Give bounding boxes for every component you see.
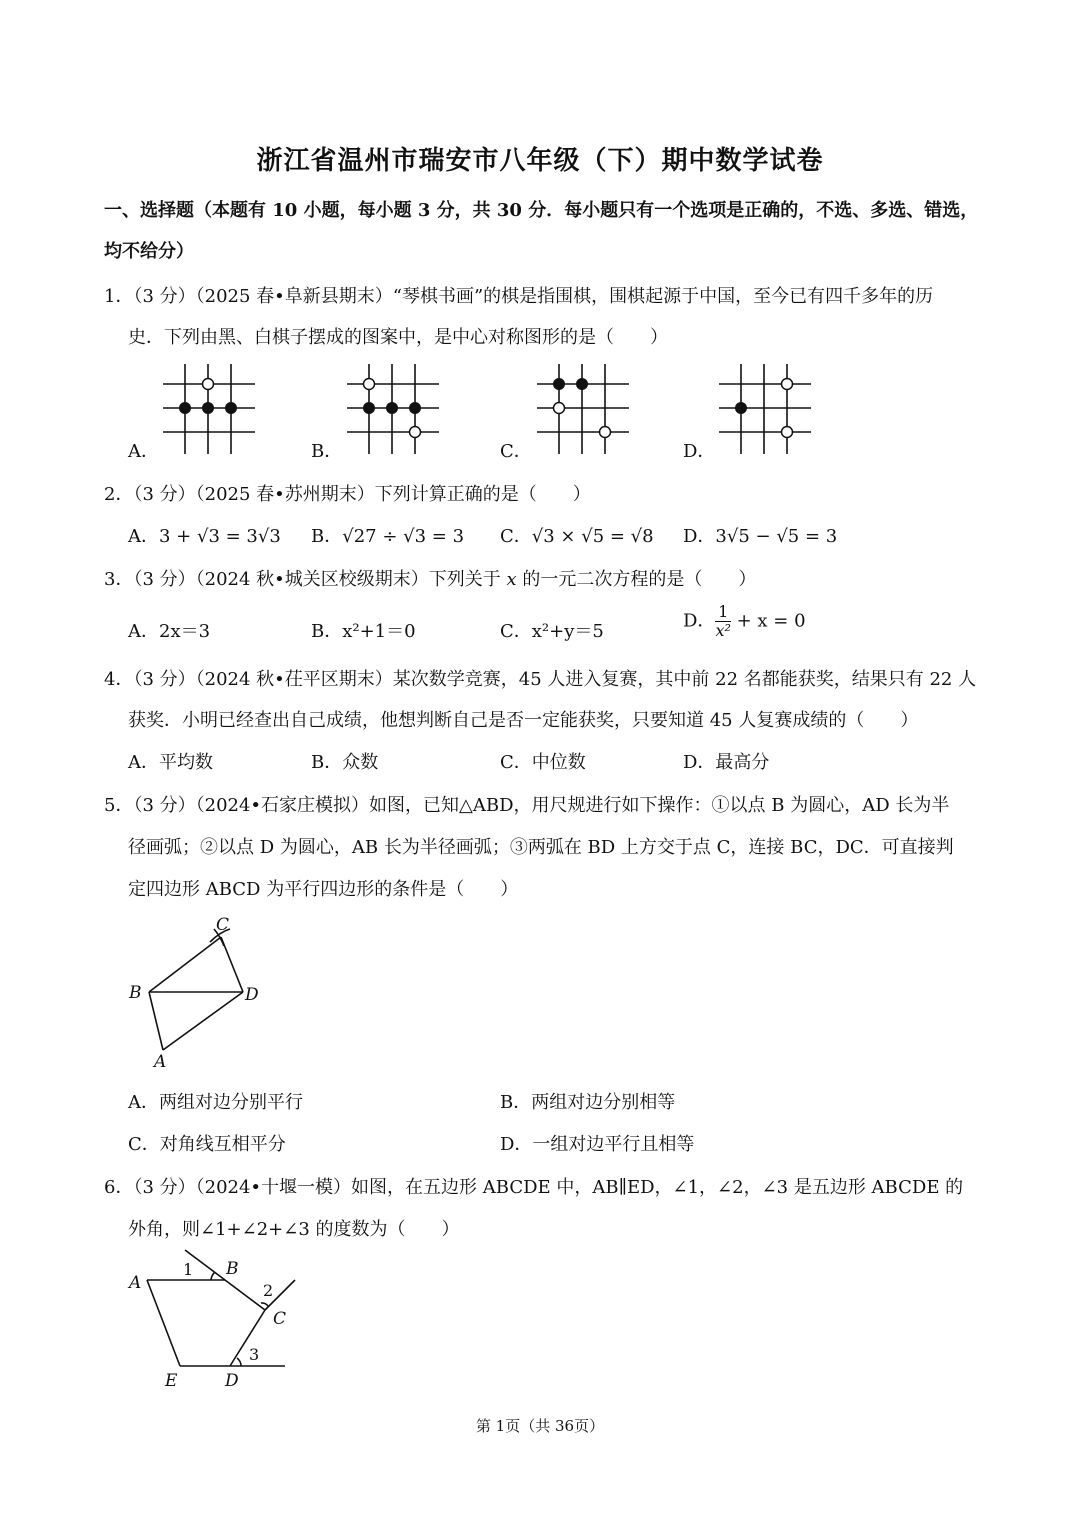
q6-pentagon-figure [125, 1248, 305, 1391]
q6-angle-3-label: 3 [249, 1345, 260, 1364]
q5-parallelogram-figure [120, 912, 280, 1072]
q5-stem-line2: 径画弧；②以点 D 为圆心，AB 长为半径画弧；③两弧在 BD 上方交于点 C，连接 BC，DC．可直接判 [128, 837, 954, 858]
q5-stem-line1: 5．（3 分）（2024•石家庄模拟）如图，已知△ABD，用尺规进行如下操作：①以点 B 为圆心，AD 长为半 [104, 795, 950, 816]
q2-option-a: A．3 + √3 = 3√3 [128, 526, 281, 547]
q1-stem-line2: 史．下列由黑、白棋子摆成的图案中，是中心对称图形的是（ ） [128, 327, 668, 348]
q4-option-b: B．众数 [311, 752, 379, 773]
q3-stem [104, 565, 756, 591]
q3-option-a: A．2x＝3 [128, 621, 211, 642]
q3-option-b: B．x²+1＝0 [311, 621, 416, 642]
q4-stem-line1: 4．（3 分）（2024 秋•茌平区期末）某次数学竞赛，45 人进入复赛，其中前 22 名都能获奖，结果只有 22 人 [104, 669, 977, 690]
section-heading-line1: 一、选择题（本题有 10 小题，每小题 3 分，共 30 分．每小题只有一个选项是正确的，不选、多选、错选， [104, 200, 979, 221]
q6-angle-1-label: 1 [183, 1260, 194, 1279]
q5-option-d: D．一组对边平行且相等 [500, 1134, 695, 1155]
q3-option-d-numerator: 1 [718, 602, 729, 621]
q5-label-a: A [154, 1052, 167, 1072]
q1-option-c-label: C． [500, 441, 532, 462]
page-title: 浙江省温州市瑞安市八年级（下）期中数学试卷 [256, 146, 824, 176]
go-pattern-b [344, 362, 444, 457]
go-pattern-c [534, 362, 634, 457]
section-heading-line2: 均不给分） [104, 241, 194, 262]
q3-option-d-fraction [715, 603, 730, 640]
q6-stem-line2: 外角，则∠1+∠2+∠3 的度数为（ ） [128, 1219, 460, 1240]
q3-option-d-prefix: D． [683, 610, 716, 632]
q2-option-b: B．√27 ÷ √3 = 3 [311, 526, 465, 547]
q6-label-c: C [273, 1309, 287, 1329]
go-pattern-a [160, 362, 260, 457]
q6-label-b: B [226, 1259, 239, 1279]
q3-option-d-denominator: x² [715, 621, 731, 640]
q6-stem-line1: 6．（3 分）（2024•十堰一模）如图，在五边形 ABCDE 中，AB∥ED，∠1，∠2，∠3 是五边形 ABCDE 的 [104, 1177, 964, 1198]
q6-label-d: D [225, 1371, 239, 1391]
q2-stem: 2．（3 分）（2025 春•苏州期末）下列计算正确的是（ ） [104, 484, 591, 505]
q3-stem-variable: x [506, 569, 517, 590]
q1-option-b-label: B． [311, 441, 343, 462]
q3-stem-part1: 3．（3 分）（2024 秋•城关区校级期末）下列关于 [104, 569, 501, 590]
q5-option-a: A．两组对边分别平行 [128, 1092, 303, 1113]
q5-label-d: D [245, 985, 259, 1005]
q3-option-d-rest: + x = 0 [736, 610, 806, 632]
q4-option-a: A．平均数 [128, 752, 213, 773]
q4-option-c: C．中位数 [500, 752, 586, 773]
q5-option-b: B．两组对边分别相等 [500, 1092, 676, 1113]
q6-label-a: A [129, 1273, 142, 1293]
q3-option-c: C．x²+y＝5 [500, 621, 604, 642]
q2-option-d: D．3√5 − √5 = 3 [683, 526, 838, 547]
q3-option-d [683, 603, 806, 640]
q2-option-c: C．√3 × √5 = √8 [500, 526, 654, 547]
q5-option-c: C．对角线互相平分 [128, 1134, 286, 1155]
page-footer: 第 1页（共 36页） [475, 1417, 605, 1435]
q1-option-a-label: A． [128, 441, 159, 462]
q4-option-d: D．最高分 [683, 752, 770, 773]
q4-stem-line2: 获奖．小明已经查出自己成绩，他想判断自己是否一定能获奖，只要知道 45 人复赛成绩的（ ） [128, 710, 919, 731]
q1-stem-line1: 1．（3 分）（2025 春•阜新县期末）“琴棋书画”的棋是指围棋，围棋起源于中国，至今已有四千多年的历 [104, 286, 934, 307]
q6-label-e: E [165, 1371, 178, 1391]
q5-label-c: C [216, 915, 230, 935]
q3-stem-part2: 的一元二次方程的是（ ） [522, 569, 757, 590]
q5-label-b: B [129, 983, 142, 1003]
q1-option-d-label: D． [683, 441, 716, 462]
q5-stem-line3: 定四边形 ABCD 为平行四边形的条件是（ ） [128, 879, 519, 900]
go-pattern-d [716, 362, 816, 457]
q6-angle-2-label: 2 [263, 1281, 274, 1300]
